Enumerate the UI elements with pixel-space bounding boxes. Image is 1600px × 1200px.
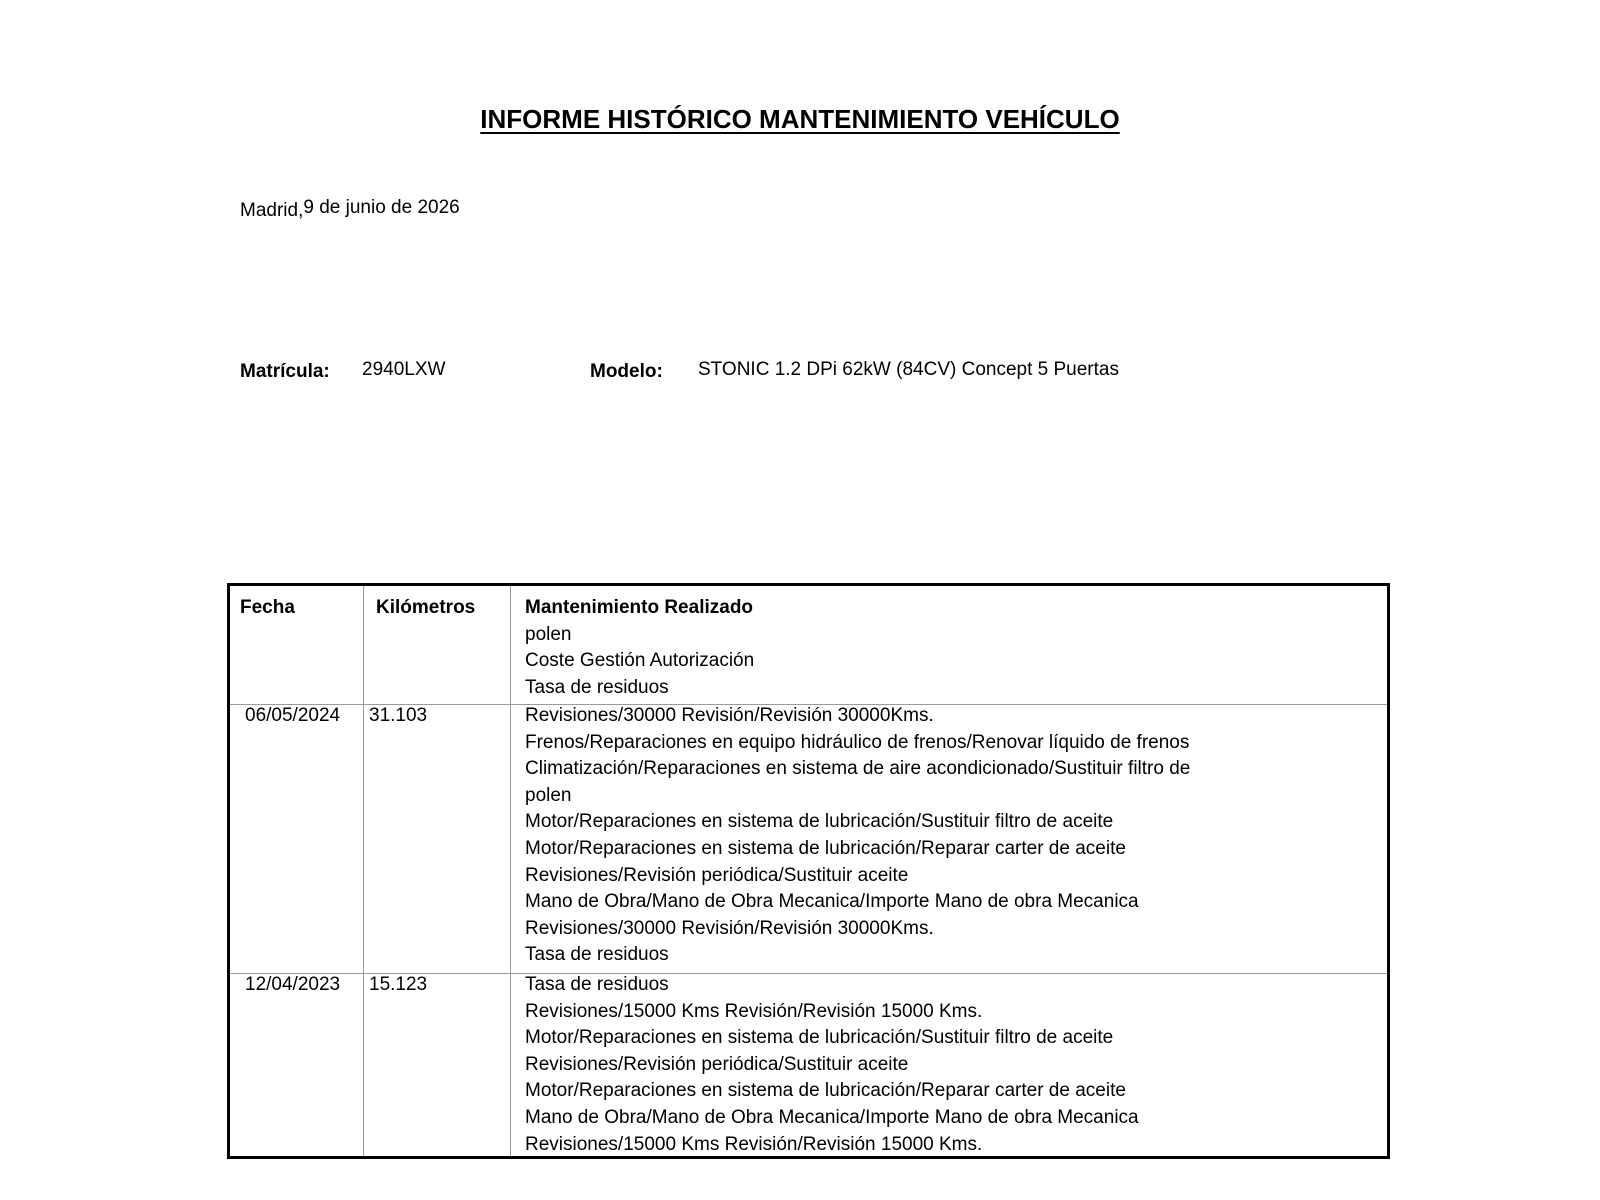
- header-date: Fecha: [240, 597, 295, 618]
- report-city: Madrid,: [240, 200, 304, 221]
- row-2-tasks: [525, 972, 1139, 1158]
- task-line: Revisiones/15000 Kms Revisión/Revisión 15000 Kms.: [525, 1133, 983, 1155]
- task-line: Revisiones/15000 Kms Revisión/Revisión 15000 Kms.: [525, 1000, 983, 1022]
- task-line: polen: [525, 784, 572, 806]
- report-date-line: [240, 196, 460, 220]
- header-km: Kilómetros: [376, 597, 476, 618]
- task-line: Tasa de residuos: [525, 974, 669, 995]
- task-line: Motor/Reparaciones en sistema de lubricación/Reparar carter de aceite: [525, 837, 1126, 859]
- task-line: Motor/Reparaciones en sistema de lubricación/Sustituir filtro de aceite: [525, 811, 1114, 833]
- plate-value: 2940LXW: [362, 359, 446, 380]
- row-1-date: 06/05/2024: [245, 705, 341, 726]
- row-1-tasks: [525, 703, 1190, 969]
- model-value: STONIC 1.2 DPi 62kW (84CV) Concept 5 Puertas: [698, 359, 1119, 380]
- task-line: Motor/Reparaciones en sistema de lubricación/Reparar carter de aceite: [525, 1080, 1126, 1102]
- header-maintenance: Mantenimiento Realizado: [525, 597, 754, 618]
- task-line: polen: [525, 623, 572, 645]
- task-line: Mano de Obra/Mano de Obra Mecanica/Importe Mano de obra Mecanica: [525, 891, 1139, 913]
- row-1-km: 31.103: [369, 705, 428, 726]
- task-line: Revisiones/30000 Revisión/Revisión 30000Kms.: [525, 705, 934, 726]
- row-2-date: 12/04/2023: [245, 974, 341, 995]
- task-line: Frenos/Reparaciones en equipo hidráulico de frenos/Renovar líquido de frenos: [525, 731, 1190, 753]
- task-line: Revisiones/Revisión periódica/Sustituir aceite: [525, 1053, 909, 1075]
- plate-label: Matrícula:: [240, 361, 330, 382]
- task-line: Climatización/Reparaciones en sistema de aire acondicionado/Sustituir filtro de: [525, 758, 1191, 780]
- column-divider-date: [363, 586, 364, 1156]
- task-line: Mano de Obra/Mano de Obra Mecanica/Importe Mano de obra Mecanica: [525, 1106, 1139, 1128]
- task-line: Revisiones/Revisión periódica/Sustituir aceite: [525, 864, 909, 886]
- task-line: Revisiones/30000 Revisión/Revisión 30000Kms.: [525, 917, 934, 939]
- task-line: Tasa de residuos: [525, 944, 669, 966]
- document-title: INFORME HISTÓRICO MANTENIMIENTO VEHÍCULO: [480, 104, 1120, 134]
- maintenance-history-table: [227, 583, 1390, 1159]
- task-line: Motor/Reparaciones en sistema de lubricación/Sustituir filtro de aceite: [525, 1027, 1114, 1049]
- row-2-km: 15.123: [369, 974, 428, 995]
- model-label: Modelo:: [590, 361, 663, 382]
- header-maintenance-cell: [525, 595, 754, 701]
- report-date: 9 de junio de 2026: [303, 197, 460, 218]
- task-line: Tasa de residuos: [525, 676, 669, 698]
- task-line: Coste Gestión Autorización: [525, 650, 755, 672]
- column-divider-km: [510, 586, 511, 1156]
